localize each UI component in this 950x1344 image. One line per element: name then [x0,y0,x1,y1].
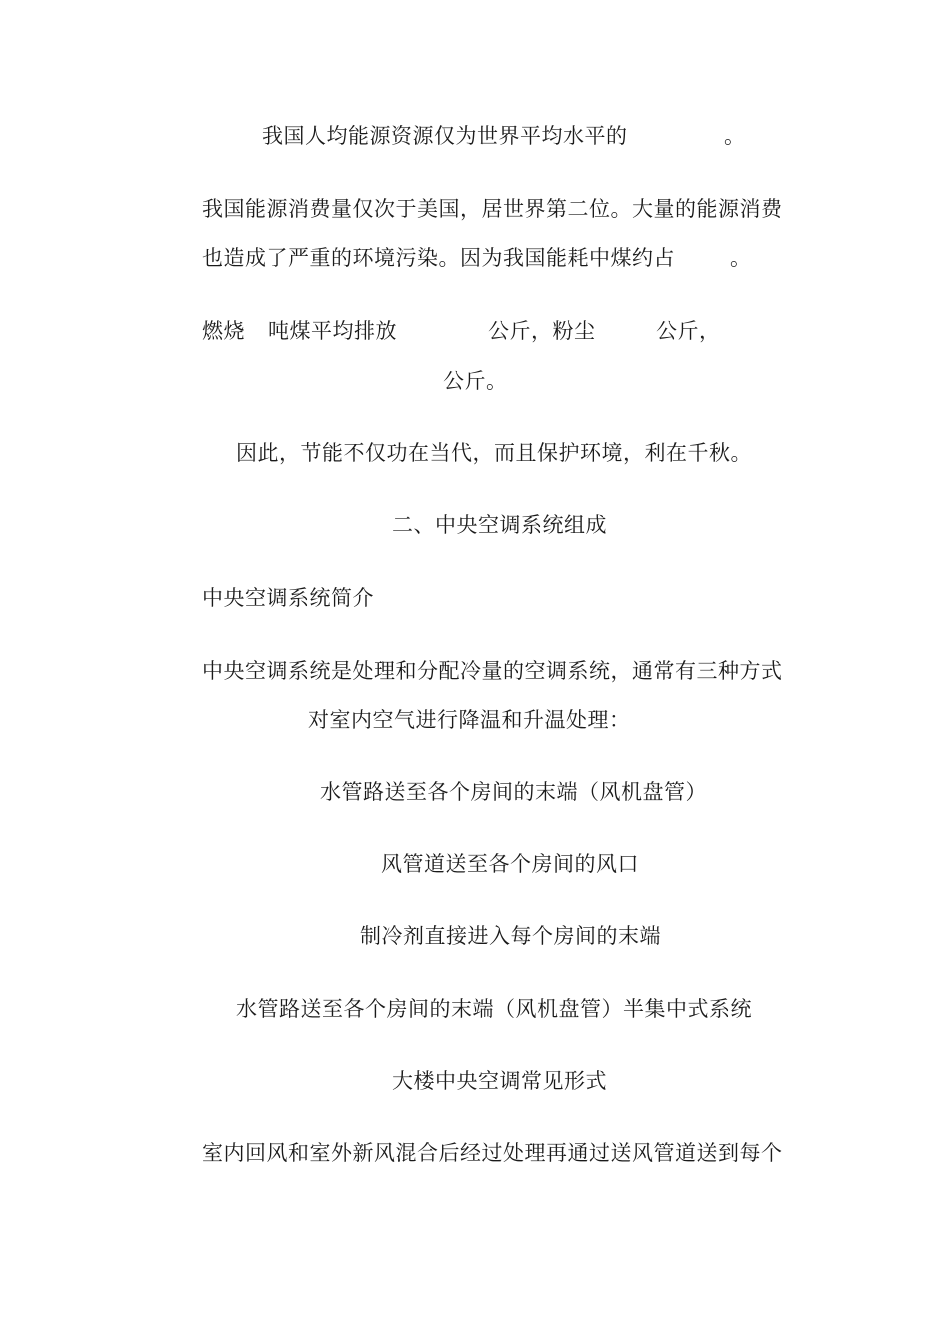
paragraph-building-forms: 大楼中央空调常见形式 [392,1069,607,1093]
list-item-refrigerant: 制冷剂直接进入每个房间的末端 [360,924,661,948]
paragraph-system-intro-line2: 对室内空气进行降温和升温处理： [308,708,631,732]
emission-text-burn: 燃烧 [202,319,245,343]
paragraph-energy-consumption-line2: 也造成了严重的环境污染。因为我国能耗中煤约占 [202,246,675,270]
paragraph-system-intro-line1: 中央空调系统是处理和分配冷量的空调系统，通常有三种方式 [202,659,783,683]
subsection-heading: 中央空调系统简介 [202,586,374,610]
section-heading: 二、中央空调系统组成 [392,513,607,537]
paragraph-energy-per-capita: 我国人均能源资源仅为世界平均水平的 [262,124,628,148]
paragraph-energy-consumption-line1: 我国能源消费量仅次于美国，居世界第二位。大量的能源消费 [202,197,783,221]
paragraph-return-air: 室内回风和室外新风混合后经过处理再通过送风管道送到每个 [202,1141,783,1165]
emission-text-dust: 公斤，粉尘 [488,319,596,343]
paragraph-semi-central: 水管路送至各个房间的末端（风机盘管）半集中式系统 [236,997,752,1021]
emission-text-kg-end: 公斤。 [443,369,508,393]
emission-text-kg: 公斤， [656,319,721,343]
emission-text-ton: 吨煤平均排放 [268,319,397,343]
list-item-air-duct: 风管道送至各个房间的风口 [381,852,639,876]
list-item-water-pipe: 水管路送至各个房间的末端（风机盘管） [320,780,707,804]
paragraph-energy-per-capita-end: 。 [724,124,746,148]
paragraph-energy-saving: 因此，节能不仅功在当代，而且保护环境，利在千秋。 [236,441,752,465]
paragraph-energy-consumption-end: 。 [730,246,752,270]
